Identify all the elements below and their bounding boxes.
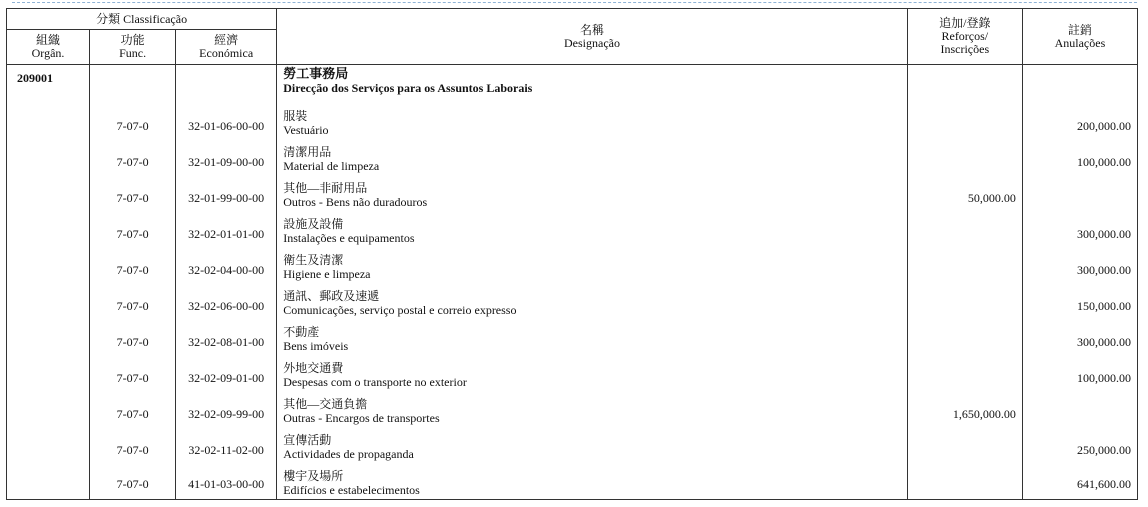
anulacao-amount: 150,000.00 <box>1022 287 1137 323</box>
anulacao-amount <box>1022 179 1137 215</box>
anulacao-amount: 100,000.00 <box>1022 143 1137 179</box>
department-row <box>7 65 1138 108</box>
table-row <box>7 251 1138 287</box>
table-row <box>7 143 1138 179</box>
designation-header: 名稱 Designação <box>277 9 908 65</box>
func-code: 7-07-0 <box>90 359 176 395</box>
anulacao-amount: 300,000.00 <box>1022 215 1137 251</box>
item-designation: 衛生及清潔 Higiene e limpeza <box>277 251 908 287</box>
econ-code: 32-02-09-99-00 <box>176 395 277 431</box>
func-code: 7-07-0 <box>90 287 176 323</box>
org-code: 209001 <box>7 65 90 108</box>
anulacao-amount: 200,000.00 <box>1022 107 1137 143</box>
func-code: 7-07-0 <box>90 179 176 215</box>
table-row <box>7 287 1138 323</box>
econ-code: 32-01-06-00-00 <box>176 107 277 143</box>
func-code: 7-07-0 <box>90 215 176 251</box>
item-designation: 清潔用品 Material de limpeza <box>277 143 908 179</box>
classification-header: 分類 Classificação <box>7 9 277 30</box>
top-dashed-rule <box>12 2 1137 3</box>
table-row <box>7 107 1138 143</box>
item-designation: 宣傳活動 Actividades de propaganda <box>277 431 908 467</box>
item-designation: 其他—非耐用品 Outros - Bens não duradouros <box>277 179 908 215</box>
anulacoes-header: 註銷 Anulações <box>1022 9 1137 65</box>
reforco-amount <box>907 143 1022 179</box>
item-designation: 服裝 Vestuário <box>277 107 908 143</box>
table-row <box>7 179 1138 215</box>
table-row <box>7 467 1138 500</box>
reforcos-header: 追加/登錄 Reforços/ Inscrições <box>907 9 1022 65</box>
department-name: 勞工事務局 Direcção dos Serviços para os Assuntos Laborais <box>277 65 908 108</box>
table-row <box>7 431 1138 467</box>
reforco-amount <box>907 359 1022 395</box>
reforco-amount <box>907 215 1022 251</box>
func-code: 7-07-0 <box>90 467 176 500</box>
anulacao-amount: 100,000.00 <box>1022 359 1137 395</box>
org-header: 組織 Orgân. <box>7 30 90 65</box>
anulacao-amount: 641,600.00 <box>1022 467 1137 500</box>
anulacao-amount <box>1022 395 1137 431</box>
reforco-amount <box>907 251 1022 287</box>
econ-code: 41-01-03-00-00 <box>176 467 277 500</box>
table-row <box>7 215 1138 251</box>
func-code: 7-07-0 <box>90 431 176 467</box>
reforco-amount <box>907 107 1022 143</box>
reforco-amount <box>907 323 1022 359</box>
budget-table <box>6 8 1138 500</box>
func-code: 7-07-0 <box>90 323 176 359</box>
anulacao-amount: 250,000.00 <box>1022 431 1137 467</box>
econ-header: 經濟 Económica <box>176 30 277 65</box>
econ-code: 32-01-09-00-00 <box>176 143 277 179</box>
econ-code: 32-02-08-01-00 <box>176 323 277 359</box>
item-designation: 樓宇及場所 Edifícios e estabelecimentos <box>277 467 908 500</box>
table-row <box>7 359 1138 395</box>
item-designation: 外地交通費 Despesas com o transporte no exterior <box>277 359 908 395</box>
econ-code: 32-02-11-02-00 <box>176 431 277 467</box>
reforco-amount: 1,650,000.00 <box>907 395 1022 431</box>
reforco-amount <box>907 467 1022 500</box>
table-row <box>7 323 1138 359</box>
econ-code: 32-02-04-00-00 <box>176 251 277 287</box>
reforco-amount <box>907 287 1022 323</box>
item-designation: 不動產 Bens imóveis <box>277 323 908 359</box>
anulacao-amount: 300,000.00 <box>1022 323 1137 359</box>
econ-code: 32-02-01-01-00 <box>176 215 277 251</box>
table-row <box>7 395 1138 431</box>
func-code: 7-07-0 <box>90 143 176 179</box>
item-designation: 其他—交通負擔 Outras - Encargos de transportes <box>277 395 908 431</box>
func-code: 7-07-0 <box>90 107 176 143</box>
func-code: 7-07-0 <box>90 395 176 431</box>
func-code: 7-07-0 <box>90 251 176 287</box>
item-designation: 設施及設備 Instalações e equipamentos <box>277 215 908 251</box>
econ-code: 32-02-06-00-00 <box>176 287 277 323</box>
econ-code: 32-02-09-01-00 <box>176 359 277 395</box>
item-designation: 通訊、郵政及速遞 Comunicações, serviço postal e correio expresso <box>277 287 908 323</box>
reforco-amount: 50,000.00 <box>907 179 1022 215</box>
reforco-amount <box>907 431 1022 467</box>
anulacao-amount: 300,000.00 <box>1022 251 1137 287</box>
func-header: 功能 Func. <box>90 30 176 65</box>
econ-code: 32-01-99-00-00 <box>176 179 277 215</box>
